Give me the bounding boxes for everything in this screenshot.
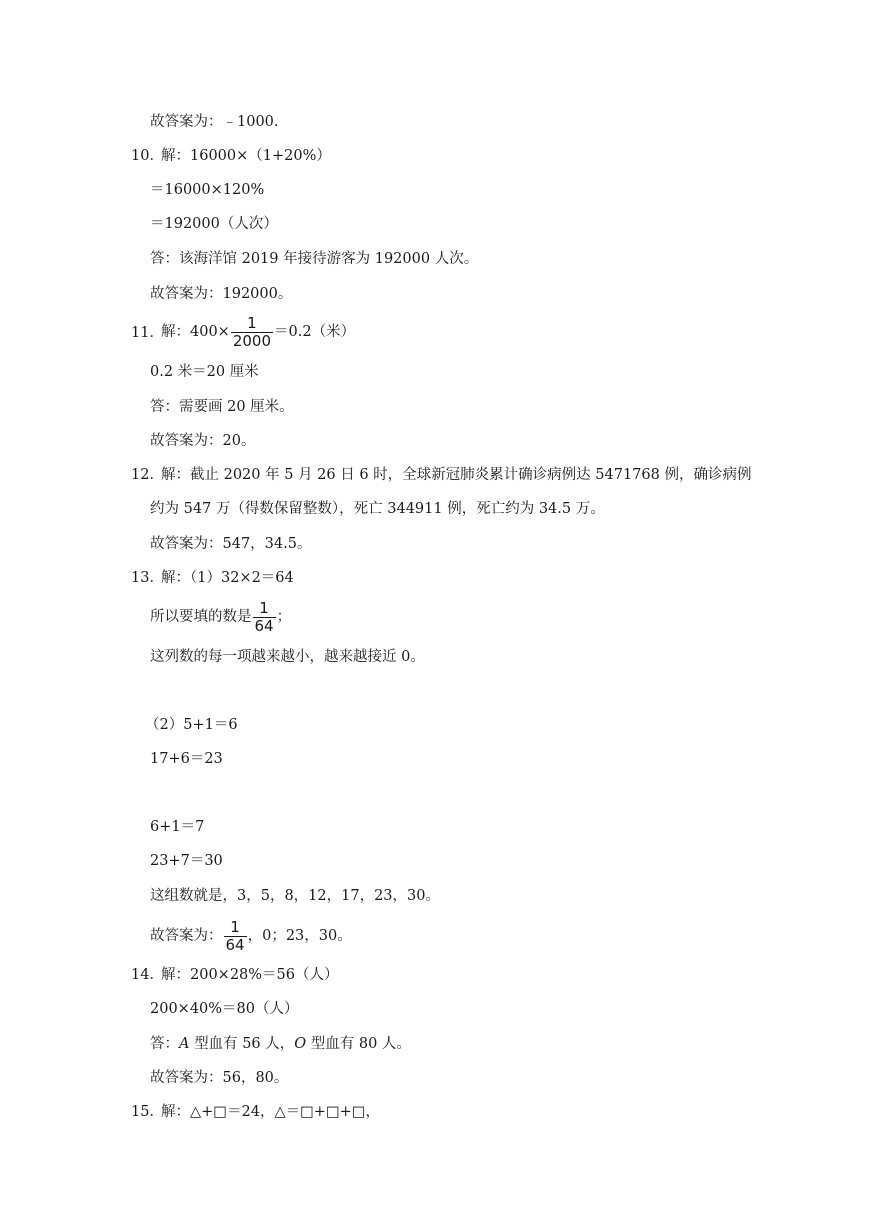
fraction-1-64	[224, 919, 247, 954]
q9-answer: 故答案为：﹣1000.	[150, 114, 279, 130]
q12-line-2: 约为 547 万（得数保留整数），死亡 344911 例，死亡约为 34.5 万。	[150, 501, 605, 517]
fraction-1-64	[253, 600, 276, 635]
q11-step-1-post: ＝0.2（米）	[274, 324, 356, 340]
q14-number: 14．	[131, 967, 164, 983]
q13-step-2	[150, 597, 291, 637]
q13-step-2-post: ；	[276, 609, 292, 625]
q13-step-3: 这列数的每一项越来越小，越来越接近 0。	[150, 649, 425, 665]
q10-answer: 故答案为：192000。	[150, 286, 293, 302]
blood-type-a: A	[179, 1036, 190, 1052]
fraction-1-2000	[231, 315, 273, 350]
q14-step-2: 200×40%＝80（人）	[150, 1001, 299, 1017]
q12-line-1: 解：截止 2020 年 5 月 26 日 6 时，全球新冠肺炎累计确诊病例达 5471768 例，确诊病例	[161, 467, 752, 483]
q13-part-2-step-2: 17+6＝23	[150, 751, 223, 767]
q11-step-2: 0.2 米＝20 厘米	[150, 364, 259, 380]
q13-part-2-step-4: 23+7＝30	[150, 853, 223, 869]
fraction-denominator: 64	[254, 616, 274, 635]
fraction-numerator: 1	[259, 598, 269, 617]
fraction-denominator: 64	[225, 935, 245, 954]
q14-reply-3: 型血有 80 人。	[306, 1036, 411, 1052]
q13-part-2-sequence: 这组数就是，3，5，8，12，17，23，30。	[150, 888, 440, 904]
q11-reply: 答：需要画 20 厘米。	[150, 399, 294, 415]
q14-step-1: 解：200×28%＝56（人）	[161, 967, 339, 983]
q14-reply-1: 答：	[150, 1036, 179, 1052]
q12-number: 12．	[131, 467, 164, 483]
q10-step-1: 解：16000×（1+20%）	[161, 148, 331, 164]
q13-answer-pre: 故答案为：	[150, 928, 223, 944]
q13-answer-post: ，0；23，30。	[247, 928, 352, 944]
fraction-numerator: 1	[247, 313, 257, 332]
q10-reply: 答：该海洋馆 2019 年接待游客为 192000 人次。	[150, 251, 479, 267]
q13-part-2-step-1: （2）5+1＝6	[145, 717, 238, 733]
q11-number: 11．	[131, 325, 164, 341]
q14-answer: 故答案为：56，80。	[150, 1070, 289, 1086]
q10-step-3: ＝192000（人次）	[150, 216, 278, 232]
q10-number: 10．	[131, 148, 164, 164]
q11-step-1	[161, 312, 355, 352]
q11-step-1-pre: 解：400×	[161, 324, 230, 340]
q15-number: 15．	[131, 1104, 164, 1120]
q14-reply	[150, 1034, 411, 1054]
q13-answer	[150, 916, 352, 956]
q15-step-1: 解：△+□＝24，△＝□+□+□，	[161, 1104, 381, 1120]
q13-part-2-step-3: 6+1＝7	[150, 819, 205, 835]
fraction-denominator: 2000	[232, 331, 272, 350]
q12-answer: 故答案为：547，34.5。	[150, 536, 312, 552]
q10-step-2: ＝16000×120%	[150, 182, 265, 198]
q14-reply-2: 型血有 56 人，	[189, 1036, 295, 1052]
q13-number: 13．	[131, 570, 164, 586]
blood-type-o: O	[294, 1036, 307, 1052]
q13-step-2-pre: 所以要填的数是	[150, 609, 252, 625]
fraction-numerator: 1	[230, 917, 240, 936]
q11-answer: 故答案为：20。	[150, 433, 256, 449]
q13-step-1: 解：（1）32×2＝64	[161, 570, 294, 586]
